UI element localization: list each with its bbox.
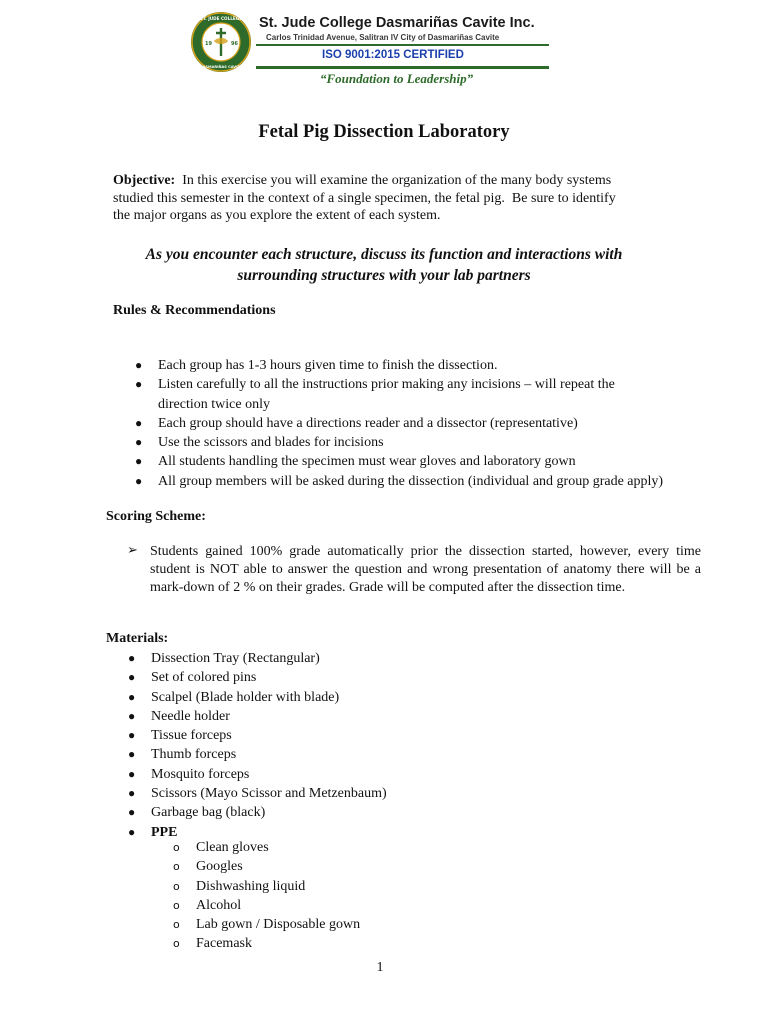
circle-bullet-icon: o (173, 841, 180, 854)
list-item: ● Dissection Tray (Rectangular) (151, 649, 451, 668)
list-item: ● All students handling the specimen must wear gloves and laboratory gown (158, 452, 718, 471)
list-item: o Facemask (196, 934, 496, 953)
bullet-icon: ● (135, 415, 143, 430)
objective-line-3: the major organs as you explore the extent of each system. (113, 208, 441, 223)
objective-paragraph (113, 172, 658, 225)
bullet-icon: ● (128, 728, 136, 743)
scoring-text: Students gained 100% grade automatically prior the dissection started, however, every time student is NOT able to answer the question and wrong presentation of anatomy there will be a mark-down of 2 % on their grades. Grade will be computed after the dissection time. (150, 544, 701, 595)
bullet-icon: ● (135, 377, 143, 392)
document-title: Fetal Pig Dissection Laboratory (258, 122, 510, 142)
list-item: o Googles (196, 857, 496, 876)
ppe-sublist (173, 838, 496, 954)
bullet-icon: ● (128, 689, 136, 704)
rules-heading: Rules & Recommendations (113, 303, 276, 318)
institution-name: St. Jude College Dasmariñas Cavite Inc. (259, 15, 535, 31)
circle-bullet-icon: o (173, 918, 180, 932)
logo-year-left: 19 (205, 41, 212, 47)
list-item: ● Each group has 1-3 hours given time to finish the dissection. (158, 356, 718, 375)
emphasis-line-2: surrounding structures with your lab partners (237, 267, 531, 284)
circle-bullet-icon: o (173, 898, 180, 912)
list-item: o Lab gown / Disposable gown (196, 915, 496, 934)
objective-line-1 (113, 172, 658, 190)
list-item: ● Tissue forceps (151, 726, 451, 745)
list-item: o Alcohol (196, 896, 496, 915)
list-item: o Clean gloves (196, 838, 496, 857)
college-seal-logo (190, 11, 252, 73)
bullet-icon: ● (128, 747, 136, 762)
bullet-icon: ● (128, 824, 136, 839)
emphasis-statement (100, 244, 668, 286)
circle-bullet-icon: o (173, 879, 180, 893)
list-item: ● All group members will be asked during the dissection (individual and group grade apply) (158, 472, 718, 491)
list-item: ● Garbage bag (black) (151, 803, 451, 822)
materials-heading: Materials: (106, 631, 169, 646)
bullet-icon: ● (128, 670, 136, 685)
bullet-icon: ● (128, 651, 136, 665)
list-item: ● Each group should have a directions reader and a dissector (representative) (158, 414, 718, 433)
list-item: ● Scissors (Mayo Scissor and Metzenbaum) (151, 784, 451, 803)
circle-bullet-icon: o (173, 937, 180, 951)
list-item: ● Mosquito forceps (151, 765, 451, 784)
iso-certification: ISO 9001:2015 CERTIFIED (322, 49, 464, 61)
objective-line-2: studied this semester in the context of a single specimen, the fetal pig. Be sure to identify (113, 190, 616, 206)
list-item: ● Use the scissors and blades for incisions (158, 433, 718, 452)
page-number: 1 (376, 960, 384, 975)
arrow-bullet-icon: ➢ (127, 543, 138, 558)
logo-text-top: ST. JUDE COLLEGE (199, 16, 243, 21)
header-rule-bottom (256, 66, 549, 69)
bullet-icon: ● (135, 473, 143, 488)
list-item: ● Set of colored pins (151, 668, 451, 687)
list-item: ● PPE (151, 823, 451, 842)
rules-list (135, 356, 718, 491)
scoring-heading: Scoring Scheme: (106, 509, 206, 524)
bullet-icon: ● (135, 358, 143, 372)
logo-text-bottom: DASMARIÑAS CAVITE (199, 65, 243, 69)
bullet-icon: ● (128, 786, 136, 801)
institution-address: Carlos Trinidad Avenue, Salitran IV City of Dasmariñas Cavite (266, 33, 500, 42)
bullet-icon: ● (128, 766, 136, 781)
list-item: ● Scalpel (Blade holder with blade) (151, 688, 451, 707)
objective-label: Objective: (113, 173, 176, 188)
materials-list (128, 649, 451, 842)
bullet-icon: ● (135, 435, 143, 450)
list-item: ● Thumb forceps (151, 745, 451, 764)
bullet-icon: ● (128, 708, 136, 723)
college-motto: “Foundation to Leadership” (320, 71, 474, 86)
list-item: ● Listen carefully to all the instructions prior making any incisions – will repeat the direction twice only (135, 377, 615, 412)
logo-year-right: 96 (231, 41, 238, 47)
emphasis-line-1: As you encounter each structure, discuss its function and interactions with (145, 246, 623, 263)
header-rule-top (256, 44, 549, 46)
bullet-icon: ● (135, 454, 143, 469)
list-item: o Dishwashing liquid (196, 877, 496, 896)
circle-bullet-icon: o (173, 860, 180, 874)
objective-text-1: In this exercise you will examine the organization of the many body systems (182, 173, 612, 188)
list-item: ● Needle holder (151, 707, 451, 726)
bullet-icon: ● (128, 805, 136, 820)
